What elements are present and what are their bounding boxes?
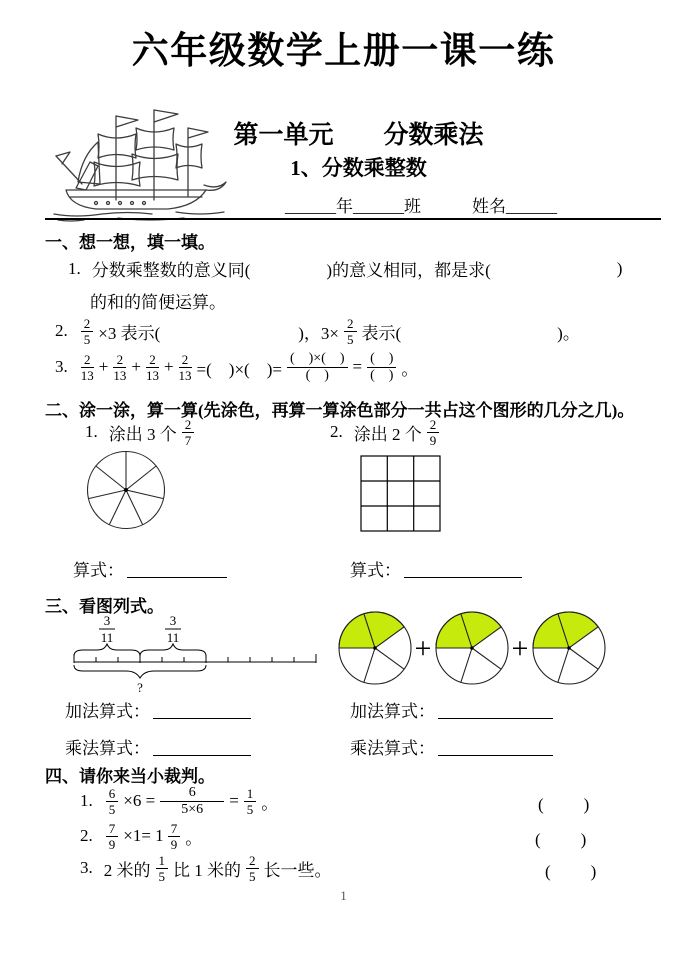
page-title: 六年级数学上册一课一练 xyxy=(131,30,556,71)
fraction: $\frac{2}{13}$ xyxy=(113,351,127,383)
plus-sign: + xyxy=(98,357,109,376)
s2-i2-text: 涂出 2 个 xyxy=(353,424,422,444)
answer-blank xyxy=(404,331,554,332)
fraction: $\frac{1}{5}$ xyxy=(156,854,169,883)
plus-sign: + xyxy=(131,357,141,376)
section4-heading: 四、请你来当小裁判。 xyxy=(45,767,215,786)
s3-mul-left xyxy=(65,734,251,759)
s1-i2-text4: )。 xyxy=(557,323,580,343)
period: 。 xyxy=(261,793,279,813)
s1-i1-text2: )的意义相同，都是求( xyxy=(326,261,491,280)
item-number: 2. xyxy=(80,826,93,845)
number-line-figure xyxy=(64,612,356,694)
fraction: $\frac{6}{5}$ xyxy=(106,787,119,816)
fraction: $\frac{2}{13}$ xyxy=(178,351,192,383)
multiplication-label: 乘法算式： xyxy=(350,739,435,758)
question-mark: ? xyxy=(137,680,143,694)
name-class-blanks: ______年______班 姓名______ xyxy=(285,197,557,216)
s4-item3 xyxy=(0,852,687,884)
s4-i3-text2: 比 1 米的 xyxy=(173,860,241,880)
s2-formula-right xyxy=(350,556,522,581)
s4-i3-text3: 长一些。 xyxy=(263,860,332,880)
fraction-denominator: 11 xyxy=(166,630,180,645)
fraction-with-blanks: $\frac{( )\times( )}{( )}$ xyxy=(287,352,348,383)
answer-blank-line xyxy=(438,700,553,719)
item-number: 2. xyxy=(330,422,343,441)
fraction: $\frac{7}{9}$ xyxy=(106,822,119,851)
item-number: 3. xyxy=(80,858,93,877)
addition-label: 加法算式： xyxy=(65,702,150,721)
s2-item1-label xyxy=(85,416,196,448)
s4-i3-text1: 2 米的 xyxy=(103,860,151,880)
s1-item1-line1 xyxy=(68,256,622,281)
answer-blank-line xyxy=(153,700,251,719)
s1-i2-text1: ×3 表示( xyxy=(98,323,161,343)
s4-i1-text1: ×6 = xyxy=(123,791,156,810)
shaded-circles-figure xyxy=(335,606,631,690)
three-by-three-grid-figure xyxy=(360,455,442,533)
judge-parentheses: ( ) xyxy=(535,830,589,849)
page-number: 1 xyxy=(340,888,347,903)
section1-heading: 一、想一想，填一填。 xyxy=(45,233,215,252)
s1-i2-text2: )，3× xyxy=(298,323,339,343)
s4-i2-text1: ×1= 1 xyxy=(123,826,164,845)
fraction: $\frac{2}{5}$ xyxy=(81,317,94,346)
fraction-numerator: 3 xyxy=(103,613,111,628)
fraction: $\frac{2}{5}$ xyxy=(344,317,357,346)
item-number: 3. xyxy=(55,357,68,376)
judge-parentheses: ( ) xyxy=(538,795,592,814)
s3-add-right xyxy=(350,697,553,722)
plus-sign: + xyxy=(414,632,432,665)
fraction-numerator: 3 xyxy=(169,613,177,628)
formula-label: 算式： xyxy=(73,561,124,580)
answer-blank xyxy=(253,268,323,269)
judge-parentheses: ( ) xyxy=(545,862,599,881)
item-number: 1. xyxy=(80,791,93,810)
section2-heading: 二、涂一涂，算一算(先涂色，再算一算涂色部分一共占这个图形的几分之几)。 xyxy=(45,401,635,420)
plus-sign: + xyxy=(511,632,529,665)
fraction-denominator: 11 xyxy=(100,630,114,645)
answer-blank-line xyxy=(127,559,227,578)
fraction: $\frac{2}{9}$ xyxy=(427,418,440,447)
s3-add-left xyxy=(65,697,251,722)
fraction: $\frac{7}{9}$ xyxy=(168,822,181,851)
fraction: $\frac{2}{13}$ xyxy=(145,351,159,383)
fraction: $\frac{2}{13}$ xyxy=(80,351,94,383)
s4-item1 xyxy=(0,784,687,818)
equals-sign: = xyxy=(352,357,363,376)
item-number: 1. xyxy=(85,422,98,441)
plus-sign: + xyxy=(163,357,174,376)
pie-circle xyxy=(339,612,605,684)
s4-item1-content xyxy=(80,784,687,818)
period: 。 xyxy=(185,828,203,848)
answer-blank-line xyxy=(153,737,251,756)
fraction-with-blanks: $\frac{( )}{( )}$ xyxy=(367,352,396,383)
item-number: 1. xyxy=(68,258,81,278)
s1-i2-text3: 表示( xyxy=(361,323,402,343)
s2-item2-label xyxy=(330,416,441,448)
s2-i1-text: 涂出 3 个 xyxy=(108,424,177,444)
s1-i1-text1: 分数乘整数的意义同( xyxy=(91,261,251,280)
answer-blank-line xyxy=(404,559,522,578)
s1-item1-line2: 的和的简便运算。 xyxy=(90,293,226,312)
multiplication-label: 乘法算式： xyxy=(65,739,150,758)
header-divider xyxy=(45,218,661,220)
answer-blank xyxy=(163,331,295,332)
fraction: $\frac{2}{7}$ xyxy=(182,418,195,447)
seven-part-circle-figure xyxy=(85,449,167,531)
fraction: $\frac{2}{5}$ xyxy=(246,854,259,883)
equals-sign: = xyxy=(229,791,239,810)
section3-heading: 三、看图列式。 xyxy=(45,597,164,616)
s1-item3 xyxy=(55,350,418,384)
fraction: $\frac{1}{5}$ xyxy=(244,787,257,816)
unit-title: 第一单元 分数乘法 xyxy=(233,122,484,149)
s3-mul-right xyxy=(350,734,553,759)
s4-item2 xyxy=(0,820,687,852)
s1-item2 xyxy=(55,316,580,346)
lesson-title: 1、分数乘整数 xyxy=(290,156,427,180)
addition-label: 加法算式： xyxy=(350,702,435,721)
s1-i3-equation: =( )×( )= xyxy=(196,359,282,379)
s2-formula-left xyxy=(73,556,227,581)
fraction: $\frac{6}{5\times 6}$ xyxy=(160,786,224,817)
period: 。 xyxy=(401,359,419,379)
item-number: 2. xyxy=(55,321,68,340)
formula-label: 算式： xyxy=(350,561,401,580)
answer-blank-line xyxy=(438,737,553,756)
answer-blank xyxy=(494,268,614,269)
s1-i1-text3: ) xyxy=(616,258,623,278)
s4-item2-content xyxy=(80,820,687,852)
